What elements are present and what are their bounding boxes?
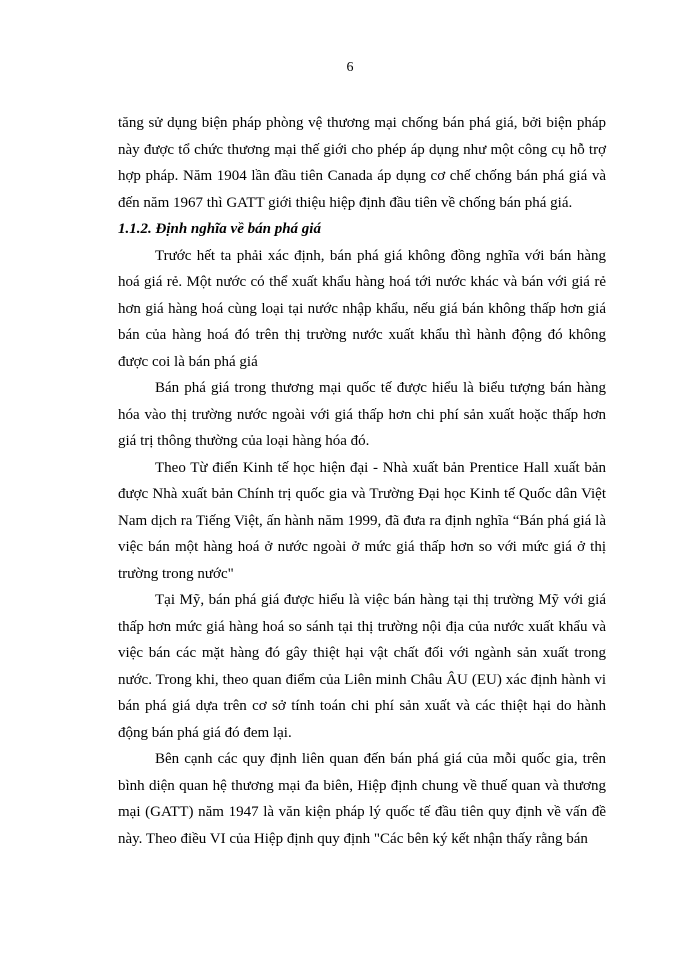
paragraph: Theo Từ điển Kinh tế học hiện đại - Nhà xuất bản Prentice Hall xuất bản được Nhà xuất bản Chính trị quốc gia và Trường Đại học Kinh tế Quốc dân Việt Nam dịch ra Tiếng Việt, ấn hành năm 1999, đã đưa ra định nghĩa “Bán phá giá là việc bán một hàng hoá ở nước ngoài ở mức giá thấp hơn so với mức giá ở thị trường trong nước" [118,459,606,582]
paragraph: Bán phá giá trong thương mại quốc tế được hiểu là biểu tượng bán hàng hóa vào thị trường nước ngoài với giá thấp hơn chi phí sản xuất hoặc thấp hơn giá trị thông thường của loại hàng hóa đó. [118,380,606,449]
paragraph: Tại Mỹ, bán phá giá được hiểu là việc bán hàng tại thị trường Mỹ với giá thấp hơn mức giá hàng hoá so sánh tại thị trường nội địa của nước xuất khẩu và việc bán các mặt hàng đó gây thiệt hại vật chất đối với ngành sản xuất trong nước. Trong khi, theo quan điểm của Liên minh Châu ÂU (EU) xác định hành vi bán phá giá dựa trên cơ sở tính toán chi phí sản xuất và các thiệt hại do hành động bán phá giá đó đem lại. [118,592,606,741]
page-number: 6 [346,60,354,75]
page-content [118,110,606,852]
paragraph: Trước hết ta phải xác định, bán phá giá không đồng nghĩa với bán hàng hoá giá rẻ. Một nước có thể xuất khẩu hàng hoá tới nước khác và bán với giá rẻ hơn giá hàng hoá cùng loại tại nước nhập khẩu, nếu giá bán không thấp hơn giá bán của hàng hoá đó trên thị trường nước xuất khẩu thì hành động đó không được coi là bán phá giá [118,247,606,370]
paragraph: Bên cạnh các quy định liên quan đến bán phá giá của mỗi quốc gia, trên bình diện quan hệ thương mại đa biên, Hiệp định chung về thuế quan và thương mại (GATT) năm 1947 là văn kiện pháp lý quốc tế đầu tiên quy định về vấn đề này. Theo điều VI của Hiệp định quy định "Các bên ký kết nhận thấy rằng bán [118,751,606,847]
section-heading: 1.1.2. Định nghĩa về bán phá giá [118,221,321,237]
paragraph-continued: tăng sử dụng biện pháp phòng vệ thương mại chống bán phá giá, bởi biện pháp này được tổ chức thương mại thế giới cho phép áp dụng như một công cụ hỗ trợ hợp pháp. Năm 1904 lần đầu tiên Canada áp dụng cơ chế chống bán phá giá và đến năm 1967 thì GATT giới thiệu hiệp định đầu tiên về chống bán phá giá. [118,115,606,211]
